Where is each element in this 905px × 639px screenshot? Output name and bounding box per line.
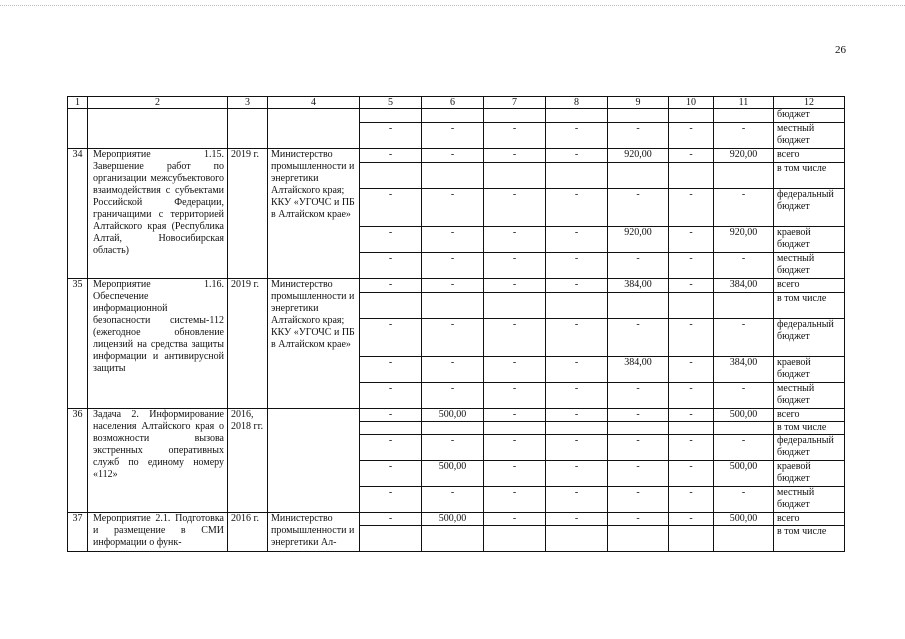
value-cell: - — [360, 513, 422, 526]
year-cell: 2019 г. — [228, 149, 268, 279]
value-cell: - — [608, 319, 669, 357]
value-cell: - — [360, 409, 422, 422]
value-cell: 384,00 — [608, 279, 669, 293]
value-cell: - — [360, 435, 422, 461]
value-cell: - — [422, 319, 484, 357]
value-cell: - — [360, 189, 422, 227]
value-cell: - — [714, 435, 774, 461]
value-cell: - — [669, 227, 714, 253]
value-cell: - — [546, 123, 608, 149]
value-cell — [422, 422, 484, 435]
value-cell: - — [714, 253, 774, 279]
value-cell — [714, 109, 774, 123]
value-cell: - — [360, 383, 422, 409]
header-cell: 6 — [422, 97, 484, 109]
value-cell — [360, 109, 422, 123]
header-row — [68, 97, 845, 109]
header-cell: 9 — [608, 97, 669, 109]
value-cell: - — [484, 409, 546, 422]
value-cell: - — [714, 123, 774, 149]
value-cell: - — [360, 461, 422, 487]
source-cell: в том числе — [774, 526, 845, 552]
table-row — [68, 513, 845, 526]
source-cell: местный бюджет — [774, 253, 845, 279]
executor-cell: Министерство промышленности и энергетики Алтайского края; ККУ «УГОЧС и ПБ в Алтайском крае» — [268, 149, 360, 279]
value-cell: - — [484, 227, 546, 253]
value-cell: - — [546, 435, 608, 461]
value-cell — [422, 109, 484, 123]
num-cell: 34 — [68, 149, 88, 279]
value-cell: - — [484, 487, 546, 513]
value-cell: - — [669, 149, 714, 163]
value-cell — [669, 293, 714, 319]
value-cell: 920,00 — [608, 227, 669, 253]
value-cell: - — [546, 461, 608, 487]
source-cell: федеральный бюджет — [774, 319, 845, 357]
value-cell — [546, 422, 608, 435]
source-cell: в том числе — [774, 163, 845, 189]
value-cell: 920,00 — [714, 227, 774, 253]
executor-cell — [268, 109, 360, 149]
value-cell — [608, 109, 669, 123]
value-cell — [546, 293, 608, 319]
value-cell: - — [422, 487, 484, 513]
source-cell: местный бюджет — [774, 383, 845, 409]
value-cell: - — [608, 383, 669, 409]
value-cell: - — [484, 319, 546, 357]
value-cell: 384,00 — [714, 279, 774, 293]
source-cell: всего — [774, 409, 845, 422]
value-cell: - — [360, 227, 422, 253]
value-cell — [484, 109, 546, 123]
budget-table — [67, 96, 845, 552]
value-cell: - — [714, 487, 774, 513]
value-cell: 500,00 — [422, 513, 484, 526]
value-cell: 500,00 — [714, 513, 774, 526]
value-cell — [714, 422, 774, 435]
title-cell: Задача 2. Информирование населения Алтайского края о возможности вызова экстренных оперативных служб по единому номеру «112» — [88, 409, 228, 513]
value-cell — [422, 526, 484, 552]
header-cell: 12 — [774, 97, 845, 109]
value-cell: - — [360, 319, 422, 357]
value-cell: - — [669, 487, 714, 513]
value-cell: - — [608, 461, 669, 487]
value-cell: - — [714, 383, 774, 409]
value-cell: - — [546, 279, 608, 293]
value-cell: 500,00 — [422, 409, 484, 422]
value-cell: 500,00 — [422, 461, 484, 487]
value-cell — [360, 163, 422, 189]
source-cell: местный бюджет — [774, 487, 845, 513]
value-cell — [484, 163, 546, 189]
page-number: 26 — [835, 44, 846, 56]
value-cell: 500,00 — [714, 461, 774, 487]
value-cell — [714, 163, 774, 189]
value-cell: - — [484, 189, 546, 227]
value-cell: - — [546, 319, 608, 357]
value-cell: 384,00 — [714, 357, 774, 383]
table-row — [68, 409, 845, 422]
value-cell: - — [484, 513, 546, 526]
header-cell: 4 — [268, 97, 360, 109]
value-cell: - — [484, 435, 546, 461]
source-cell: федеральный бюджет — [774, 189, 845, 227]
title-cell: Мероприятие 2.1. Подготовка и размещение в СМИ информации о функ- — [88, 513, 228, 552]
value-cell: - — [669, 123, 714, 149]
value-cell: - — [608, 435, 669, 461]
num-cell — [68, 109, 88, 149]
value-cell: - — [546, 513, 608, 526]
value-cell — [714, 526, 774, 552]
value-cell — [360, 293, 422, 319]
value-cell: - — [546, 253, 608, 279]
table-row — [68, 149, 845, 163]
value-cell — [546, 163, 608, 189]
value-cell: 500,00 — [714, 409, 774, 422]
value-cell: - — [422, 227, 484, 253]
value-cell: - — [608, 487, 669, 513]
num-cell: 36 — [68, 409, 88, 513]
source-cell: бюджет — [774, 109, 845, 123]
value-cell — [669, 163, 714, 189]
value-cell: - — [669, 513, 714, 526]
value-cell: - — [714, 189, 774, 227]
header-cell: 7 — [484, 97, 546, 109]
value-cell: - — [422, 253, 484, 279]
value-cell — [608, 293, 669, 319]
source-cell: краевой бюджет — [774, 357, 845, 383]
value-cell: - — [669, 409, 714, 422]
value-cell: - — [422, 435, 484, 461]
source-cell: в том числе — [774, 293, 845, 319]
header-cell: 2 — [88, 97, 228, 109]
value-cell: - — [484, 253, 546, 279]
source-cell: местный бюджет — [774, 123, 845, 149]
value-cell: - — [484, 149, 546, 163]
value-cell: - — [669, 253, 714, 279]
value-cell: - — [360, 253, 422, 279]
value-cell — [608, 163, 669, 189]
value-cell: - — [669, 189, 714, 227]
value-cell: 384,00 — [608, 357, 669, 383]
value-cell — [484, 526, 546, 552]
year-cell: 2016, 2018 гг. — [228, 409, 268, 513]
value-cell — [484, 293, 546, 319]
value-cell: - — [714, 319, 774, 357]
value-cell: - — [546, 487, 608, 513]
source-cell: всего — [774, 149, 845, 163]
value-cell — [360, 526, 422, 552]
source-cell: всего — [774, 279, 845, 293]
source-cell: всего — [774, 513, 845, 526]
value-cell: - — [669, 319, 714, 357]
header-cell: 8 — [546, 97, 608, 109]
value-cell: - — [546, 409, 608, 422]
value-cell: 920,00 — [714, 149, 774, 163]
value-cell: - — [484, 123, 546, 149]
year-cell — [228, 109, 268, 149]
table-row — [68, 109, 845, 123]
source-cell: краевой бюджет — [774, 227, 845, 253]
executor-cell: Министерство промышленности и энергетики Алтайского края; ККУ «УГОЧС и ПБ в Алтайском крае» — [268, 279, 360, 409]
header-cell: 1 — [68, 97, 88, 109]
value-cell — [546, 109, 608, 123]
value-cell: - — [669, 435, 714, 461]
value-cell: - — [484, 279, 546, 293]
value-cell — [484, 422, 546, 435]
num-cell: 35 — [68, 279, 88, 409]
value-cell — [669, 109, 714, 123]
table-row — [68, 279, 845, 293]
title-cell: Мероприятие 1.16. Обеспечение информационной безопасности системы-112 (ежегодное обновление лицензий на средства защиты информации и антивирусной защиты — [88, 279, 228, 409]
value-cell: - — [608, 409, 669, 422]
value-cell: - — [484, 357, 546, 383]
value-cell — [546, 526, 608, 552]
value-cell — [608, 422, 669, 435]
value-cell — [669, 422, 714, 435]
value-cell: - — [422, 383, 484, 409]
header-cell: 5 — [360, 97, 422, 109]
value-cell — [422, 293, 484, 319]
value-cell: - — [360, 149, 422, 163]
value-cell: - — [484, 461, 546, 487]
value-cell: - — [360, 279, 422, 293]
value-cell — [669, 526, 714, 552]
value-cell — [422, 163, 484, 189]
value-cell: - — [546, 149, 608, 163]
value-cell: - — [669, 279, 714, 293]
year-cell: 2019 г. — [228, 279, 268, 409]
value-cell: - — [669, 461, 714, 487]
value-cell: - — [546, 189, 608, 227]
source-cell: в том числе — [774, 422, 845, 435]
source-cell: федеральный бюджет — [774, 435, 845, 461]
value-cell: - — [608, 513, 669, 526]
value-cell: - — [422, 357, 484, 383]
header-cell: 3 — [228, 97, 268, 109]
value-cell: - — [422, 149, 484, 163]
executor-cell — [268, 409, 360, 513]
value-cell: - — [608, 123, 669, 149]
value-cell: - — [360, 357, 422, 383]
value-cell: - — [422, 279, 484, 293]
value-cell — [360, 422, 422, 435]
title-cell: Мероприятие 1.15. Завершение работ по организации межсубъектового взаимодействия с субъектами Российской Федерации, граничащими с территорией Алтайского края (Республика Алтай, Новосибирская область) — [88, 149, 228, 279]
value-cell: - — [360, 123, 422, 149]
value-cell: - — [546, 383, 608, 409]
value-cell: - — [484, 383, 546, 409]
source-cell: краевой бюджет — [774, 461, 845, 487]
year-cell: 2016 г. — [228, 513, 268, 552]
value-cell — [608, 526, 669, 552]
value-cell: - — [422, 189, 484, 227]
value-cell — [714, 293, 774, 319]
header-cell: 10 — [669, 97, 714, 109]
scan-edge-line — [0, 5, 905, 6]
value-cell: - — [669, 357, 714, 383]
title-cell — [88, 109, 228, 149]
header-cell: 11 — [714, 97, 774, 109]
value-cell: - — [669, 383, 714, 409]
value-cell: - — [360, 487, 422, 513]
value-cell: - — [608, 253, 669, 279]
value-cell: - — [422, 123, 484, 149]
executor-cell: Министерство промышленности и энергетики Ал- — [268, 513, 360, 552]
value-cell: 920,00 — [608, 149, 669, 163]
num-cell: 37 — [68, 513, 88, 552]
value-cell: - — [546, 357, 608, 383]
value-cell: - — [546, 227, 608, 253]
value-cell: - — [608, 189, 669, 227]
